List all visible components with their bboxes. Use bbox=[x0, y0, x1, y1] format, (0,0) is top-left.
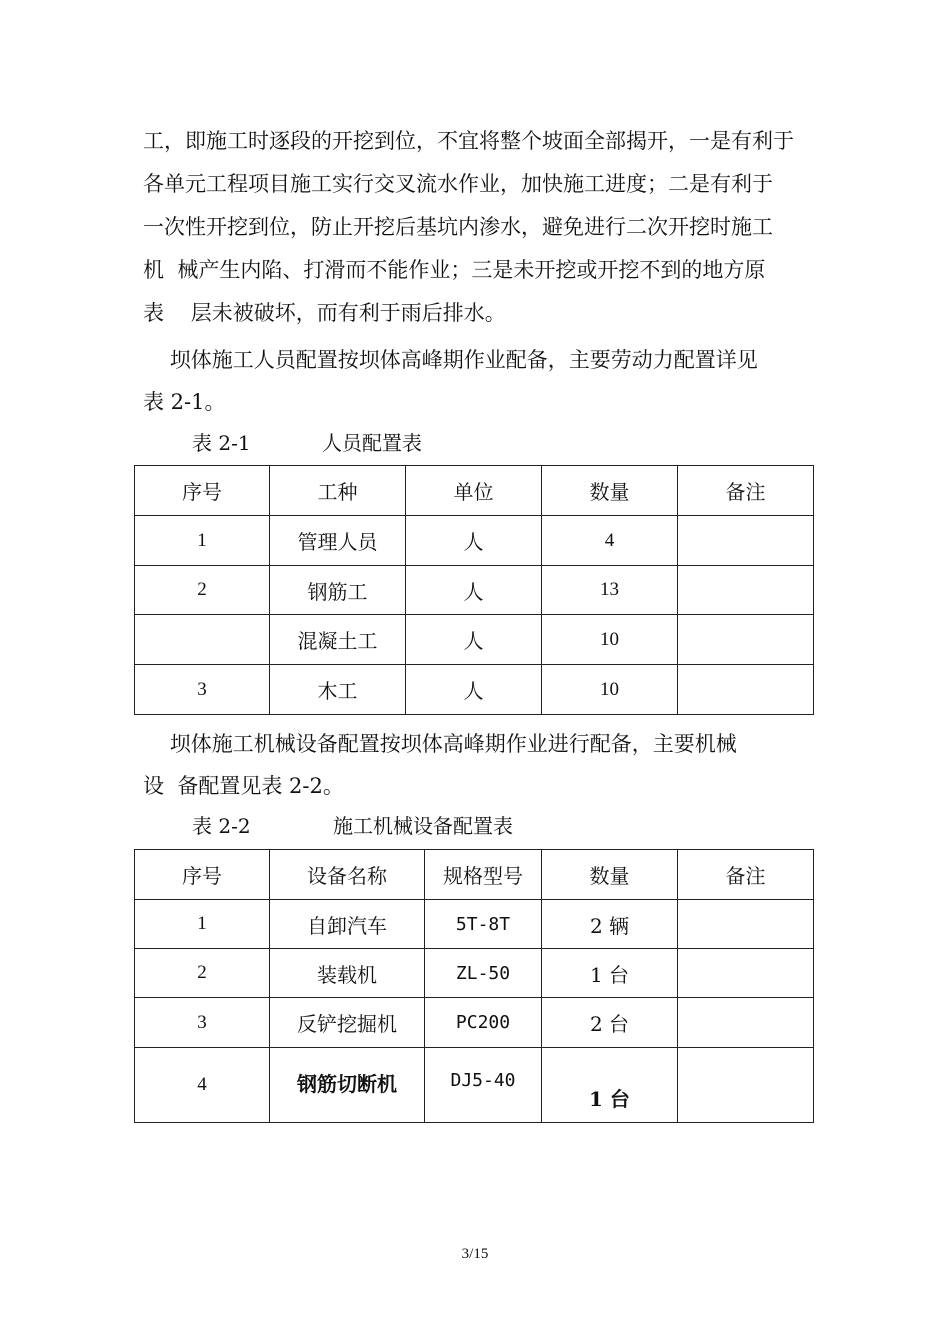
table-row bbox=[135, 615, 814, 665]
remarks-cell bbox=[678, 516, 814, 566]
paragraph2-line-2: 表 2-1。 bbox=[143, 390, 226, 414]
table-row bbox=[135, 665, 814, 715]
paragraph3-line-1: 坝体施工机械设备配置按坝体高峰期作业进行配备，主要机械 bbox=[143, 732, 737, 756]
row-number-cell: 1 bbox=[135, 900, 270, 949]
header-cell: 规格型号 bbox=[425, 850, 542, 900]
quantity-cell: 4 bbox=[542, 516, 678, 566]
unit-cell: 人 bbox=[406, 516, 542, 566]
remarks-cell bbox=[678, 900, 814, 949]
table-header-row bbox=[135, 850, 814, 900]
remarks-cell bbox=[678, 665, 814, 715]
quantity-cell: 2 台 bbox=[542, 998, 678, 1048]
remarks-cell bbox=[678, 615, 814, 665]
header-cell: 序号 bbox=[135, 466, 270, 516]
header-cell: 序号 bbox=[135, 850, 270, 900]
paragraph3-line-2: 设 备配置见表 2-2。 bbox=[143, 774, 344, 798]
header-cell: 单位 bbox=[406, 466, 542, 516]
equipment-name-cell: 反铲挖掘机 bbox=[270, 998, 425, 1048]
header-cell: 设备名称 bbox=[270, 850, 425, 900]
header-cell: 数量 bbox=[542, 850, 678, 900]
paragraph1-line-1: 工，即施工时逐段的开挖到位，不宜将整个坡面全部揭开，一是有利于 bbox=[143, 129, 794, 153]
header-cell: 备注 bbox=[678, 466, 814, 516]
row-number-cell: 4 bbox=[135, 1048, 270, 1123]
paragraph2-line-1: 坝体施工人员配置按坝体高峰期作业配备，主要劳动力配置详见 bbox=[143, 348, 758, 372]
table-row bbox=[135, 900, 814, 949]
row-number-cell: 2 bbox=[135, 949, 270, 998]
model-cell: DJ5-40 bbox=[425, 1048, 542, 1123]
table-header-row bbox=[135, 466, 814, 516]
row-number-cell: 2 bbox=[135, 566, 270, 615]
header-cell: 数量 bbox=[542, 466, 678, 516]
paragraph1-line-3: 一次性开挖到位，防止开挖后基坑内渗水，避免进行二次开挖时施工 bbox=[143, 215, 773, 239]
paragraph1-line-2: 各单元工程项目施工实行交叉流水作业，加快施工进度；二是有利于 bbox=[143, 172, 773, 196]
quantity-cell: 2 辆 bbox=[542, 900, 678, 949]
remarks-cell bbox=[678, 949, 814, 998]
header-cell: 备注 bbox=[678, 850, 814, 900]
remarks-cell bbox=[678, 1048, 814, 1123]
quantity-cell: 13 bbox=[542, 566, 678, 615]
table2-caption-number: 表 2-2 bbox=[192, 814, 251, 838]
table-row bbox=[135, 998, 814, 1048]
quantity-cell: 10 bbox=[542, 615, 678, 665]
table1-caption-title: 人员配置表 bbox=[322, 431, 422, 455]
row-number-cell: 1 bbox=[135, 516, 270, 566]
table-row bbox=[135, 1048, 814, 1123]
work-type-cell: 混凝土工 bbox=[270, 615, 406, 665]
table1-caption-number: 表 2-1 bbox=[192, 431, 251, 455]
remarks-cell bbox=[678, 566, 814, 615]
quantity-cell: 10 bbox=[542, 665, 678, 715]
equipment-name-cell: 钢筋切断机 bbox=[270, 1048, 425, 1123]
model-cell: ZL-50 bbox=[425, 949, 542, 998]
quantity-cell: 1 台 bbox=[542, 1048, 678, 1123]
unit-cell: 人 bbox=[406, 665, 542, 715]
row-number-cell: 3 bbox=[135, 998, 270, 1048]
table2-caption-title: 施工机械设备配置表 bbox=[333, 814, 513, 838]
row-number-cell bbox=[135, 615, 270, 665]
personnel-table bbox=[134, 465, 814, 715]
equipment-table bbox=[134, 849, 814, 1123]
model-cell: PC200 bbox=[425, 998, 542, 1048]
equipment-name-cell: 装载机 bbox=[270, 949, 425, 998]
row-number-cell: 3 bbox=[135, 665, 270, 715]
table-row bbox=[135, 516, 814, 566]
work-type-cell: 木工 bbox=[270, 665, 406, 715]
work-type-cell: 管理人员 bbox=[270, 516, 406, 566]
paragraph1-line-5: 表 层未被破坏，而有利于雨后排水。 bbox=[143, 301, 506, 325]
quantity-cell: 1 台 bbox=[542, 949, 678, 998]
table-row bbox=[135, 949, 814, 998]
model-cell: 5T-8T bbox=[425, 900, 542, 949]
paragraph1-line-4: 机 械产生内陷、打滑而不能作业；三是未开挖或开挖不到的地方原 bbox=[143, 258, 766, 282]
unit-cell: 人 bbox=[406, 566, 542, 615]
work-type-cell: 钢筋工 bbox=[270, 566, 406, 615]
header-cell: 工种 bbox=[270, 466, 406, 516]
remarks-cell bbox=[678, 998, 814, 1048]
page-number: 3/15 bbox=[461, 1246, 489, 1262]
unit-cell: 人 bbox=[406, 615, 542, 665]
equipment-name-cell: 自卸汽车 bbox=[270, 900, 425, 949]
table-row bbox=[135, 566, 814, 615]
